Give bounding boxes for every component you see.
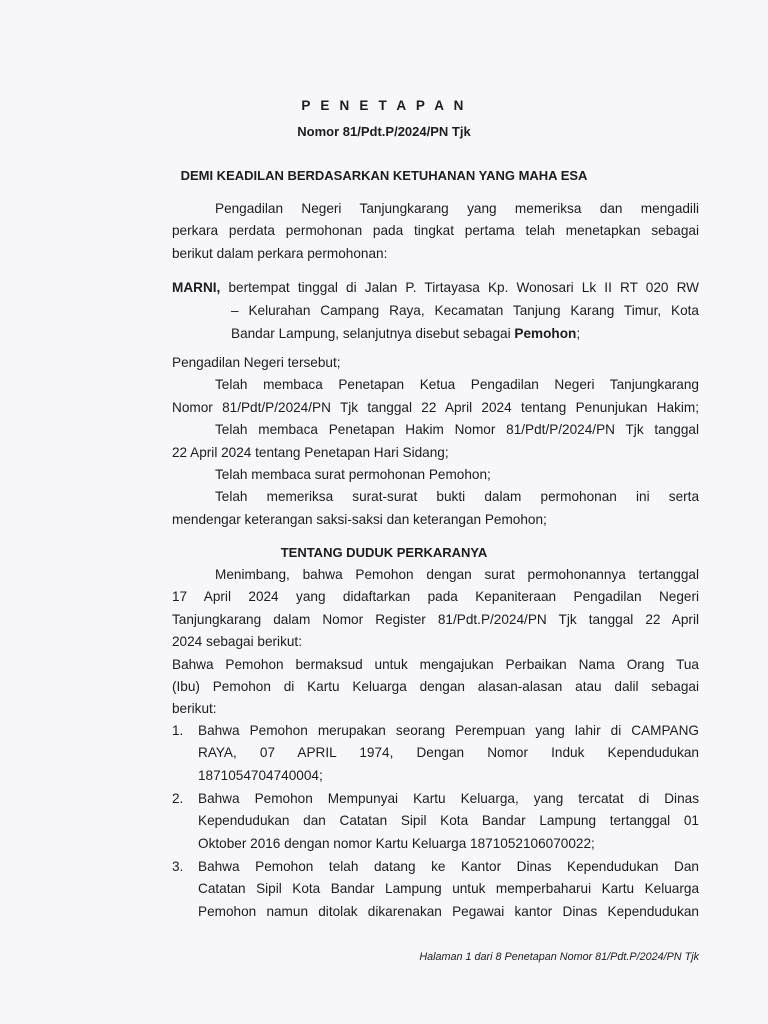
intro-line: perkara perdata permohonan pada tingkat pertama telah menetapkan sebagai bbox=[172, 223, 699, 239]
list-item-number: 1. bbox=[172, 723, 184, 738]
intro-line: Pengadilan Negeri Tanjungkarang yang memeriksa dan mengadili bbox=[215, 201, 699, 216]
party-block bbox=[172, 276, 699, 345]
list-item-line: Catatan Sipil Kota Bandar Lampung untuk memperbaharui Kartu Keluarga bbox=[198, 881, 699, 897]
list-item-number: 3. bbox=[172, 859, 184, 874]
list-item-number: 2. bbox=[172, 791, 184, 806]
document-number: Nomor 81/Pdt.P/2024/PN Tjk bbox=[297, 124, 471, 139]
body-line: Tanjungkarang dalam Nomor Register 81/Pdt.P/2024/PN Tjk tanggal 22 April bbox=[172, 611, 699, 627]
party-address-line: – Kelurahan Campang Raya, Kecamatan Tanjung Karang Timur, Kota bbox=[231, 303, 699, 318]
body-line: Bahwa Pemohon bermaksud untuk mengajukan Perbaikan Nama Orang Tua bbox=[172, 656, 699, 672]
list-item-line: RAYA, 07 APRIL 1974, Dengan Nomor Induk Kependudukan bbox=[198, 745, 699, 761]
body-line: 17 April 2024 yang didaftarkan pada Kepaniteraan Pengadilan Negeri bbox=[172, 589, 699, 605]
body-line: (Ibu) Pemohon di Kartu Keluarga dengan alasan-alasan atau dalil sebagai bbox=[172, 679, 699, 695]
party-address-line: bertempat tinggal di Jalan P. Tirtayasa Kp. Wonosari Lk II RT 020 RW bbox=[228, 280, 699, 295]
body-paragraphs bbox=[172, 564, 699, 721]
court-line: 22 April 2024 tentang Penetapan Hari Sidang; bbox=[172, 444, 449, 460]
list-item-line: Bahwa Pemohon Mempunyai Kartu Keluarga, yang tercatat di Dinas bbox=[198, 791, 699, 806]
body-line: 2024 sebagai berikut: bbox=[172, 634, 302, 650]
document-heading: DEMI KEADILAN BERDASARKAN KETUHANAN YANG MAHA ESA bbox=[180, 168, 588, 183]
party-role: Pemohon bbox=[514, 326, 577, 341]
document-title: P E N E T A P A N bbox=[301, 98, 467, 113]
party-name: MARNI, bbox=[172, 280, 221, 295]
court-line: Telah membaca Penetapan Hakim Nomor 81/Pdt/P/2024/PN Tjk tanggal bbox=[215, 422, 699, 438]
section-title: TENTANG DUDUK PERKARANYA bbox=[280, 545, 488, 560]
list-item bbox=[172, 720, 699, 787]
list-item-line: Bahwa Pemohon merupakan seorang Perempuan yang lahir di CAMPANG bbox=[198, 723, 699, 738]
court-line: Telah membaca Penetapan Ketua Pengadilan Negeri Tanjungkarang bbox=[215, 377, 699, 393]
list-item-line: Oktober 2016 dengan nomor Kartu Keluarga 1871052106070022; bbox=[198, 835, 595, 851]
court-line: Telah membaca surat permohonan Pemohon; bbox=[215, 467, 491, 483]
court-line: Telah memeriksa surat-surat bukti dalam permohonan ini serta bbox=[215, 489, 699, 505]
party-address-line: Bandar Lampung, selanjutnya disebut sebagai Pemohon; bbox=[231, 326, 581, 341]
list-item-line: 1871054704740004; bbox=[198, 767, 323, 783]
page-footer: Halaman 1 dari 8 Penetapan Nomor 81/Pdt.P/2024/PN Tjk bbox=[419, 951, 699, 963]
intro-line: berikut dalam perkara permohonan: bbox=[172, 245, 388, 261]
list-item bbox=[172, 856, 699, 923]
body-line: Menimbang, bahwa Pemohon dengan surat permohonannya tertanggal bbox=[215, 567, 699, 582]
court-line: Pengadilan Negeri tersebut; bbox=[172, 355, 341, 370]
court-line: Nomor 81/Pdt/P/2024/PN Tjk tanggal 22 April 2024 tentang Penunjukan Hakim; bbox=[172, 399, 699, 415]
court-paragraphs bbox=[172, 352, 699, 531]
list-item-line: Bahwa Pemohon telah datang ke Kantor Dinas Kependudukan Dan bbox=[198, 859, 699, 874]
list-item-line: Pemohon namun ditolak dikarenakan Pegawai kantor Dinas Kependudukan bbox=[198, 903, 699, 919]
list-item-line: Kependudukan dan Catatan Sipil Kota Bandar Lampung tertanggal 01 bbox=[198, 813, 699, 829]
body-line: berikut: bbox=[172, 701, 217, 717]
list-item bbox=[172, 788, 699, 855]
court-line: mendengar keterangan saksi-saksi dan keterangan Pemohon; bbox=[172, 511, 547, 527]
intro-paragraph bbox=[172, 198, 699, 265]
